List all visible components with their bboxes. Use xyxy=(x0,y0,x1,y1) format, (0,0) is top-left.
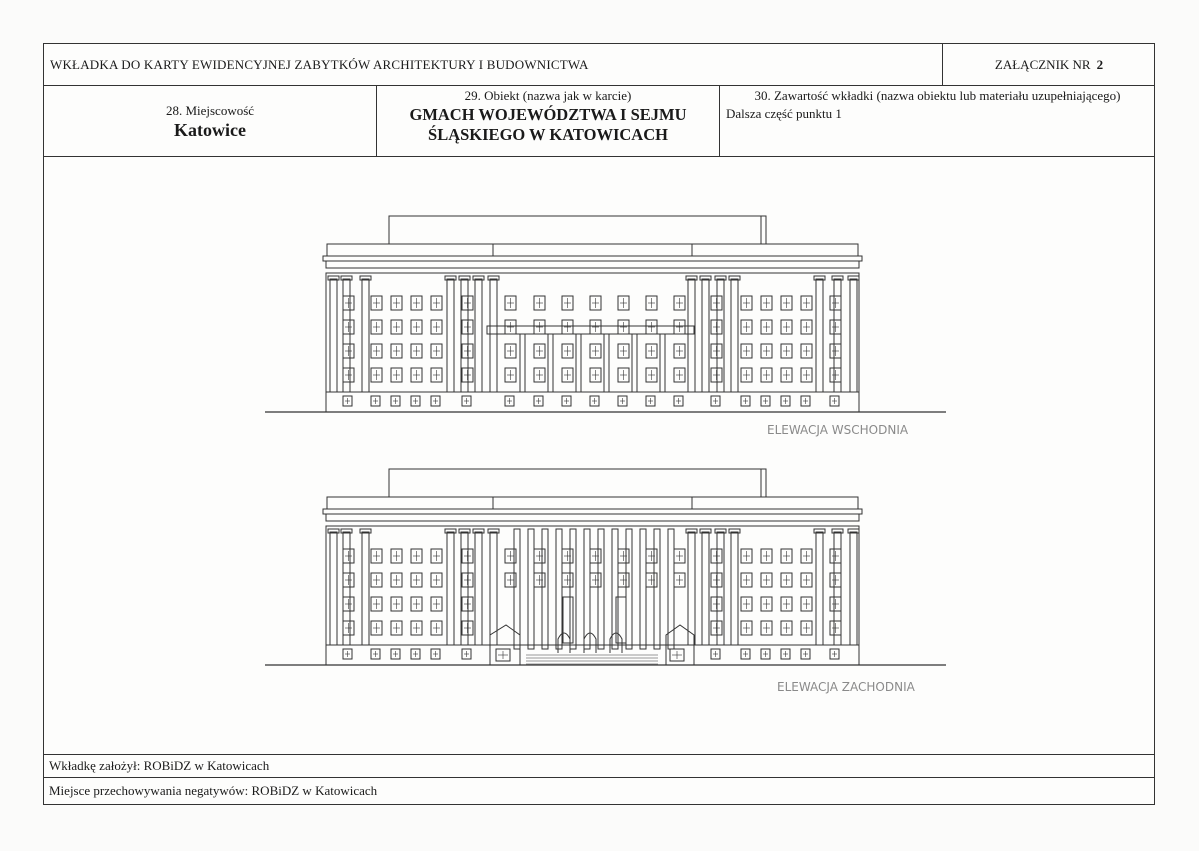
pilaster xyxy=(688,532,695,645)
content-value: Dalsza część punktu 1 xyxy=(726,106,842,121)
facade-wall xyxy=(326,526,859,665)
object-value-line1: GMACH WOJEWÓDZTWA I SEJMU xyxy=(409,105,687,124)
pilaster xyxy=(362,532,369,645)
pilaster xyxy=(447,532,454,645)
cornice xyxy=(323,509,862,514)
west-elevation-label: ELEWACJA ZACHODNIA xyxy=(777,680,915,694)
pilaster xyxy=(447,279,454,392)
fields-row xyxy=(44,86,1154,157)
pilaster xyxy=(731,279,738,392)
negatives-location-row: Miejsce przechowywania negatywów: ROBiDZ w Katowicach xyxy=(49,783,378,798)
cornice-band xyxy=(326,261,859,268)
content-cell xyxy=(720,86,1155,156)
pilaster xyxy=(490,532,497,645)
colonnade-column xyxy=(528,529,534,649)
roof-block xyxy=(389,216,766,244)
attachment-label: ZAŁĄCZNIK NR xyxy=(994,57,1091,72)
founded-by-row: Wkładkę założył: ROBiDZ w Katowicach xyxy=(44,754,1154,778)
roof-block xyxy=(389,469,766,497)
object-cell xyxy=(377,86,720,156)
document-title: WKŁADKA DO KARTY EWIDENCYJNEJ ZABYTKÓW ARCHITEKTURY I BUDOWNICTWA xyxy=(50,57,589,72)
portico-column xyxy=(604,334,609,392)
pilaster xyxy=(702,279,709,392)
pilaster xyxy=(850,279,857,392)
header-row xyxy=(44,44,1154,86)
pilaster xyxy=(362,279,369,392)
colonnade-column xyxy=(556,529,562,649)
drawing-area xyxy=(44,157,1154,754)
pilaster xyxy=(702,532,709,645)
object-value-line2: ŚLĄSKIEGO W KATOWICACH xyxy=(428,125,668,144)
colonnade-column xyxy=(598,529,604,649)
pilaster xyxy=(731,532,738,645)
pilaster xyxy=(816,279,823,392)
portico-column xyxy=(576,334,581,392)
pilaster xyxy=(490,279,497,392)
locality-value: Katowice xyxy=(174,120,246,140)
facade-wall xyxy=(326,273,859,412)
portico-column xyxy=(548,334,553,392)
pilaster xyxy=(475,279,482,392)
attachment-cell xyxy=(942,44,1155,85)
attachment-number: 2 xyxy=(1096,57,1104,72)
east-elevation-label: ELEWACJA WSCHODNIA xyxy=(767,423,909,437)
cornice-band xyxy=(326,514,859,521)
colonnade-column xyxy=(626,529,632,649)
pilaster xyxy=(850,532,857,645)
colonnade-column xyxy=(654,529,660,649)
content-label: 30. Zawartość wkładki (nazwa obiektu lub materiału uzupełniającego) xyxy=(754,88,1121,103)
elevations-drawing xyxy=(44,157,1154,754)
pilaster xyxy=(330,279,337,392)
portico-column xyxy=(632,334,637,392)
locality-label: 28. Miejscowość xyxy=(165,103,255,118)
locality-cell xyxy=(44,86,377,156)
pilaster xyxy=(688,279,695,392)
colonnade-column xyxy=(612,529,618,649)
pilaster xyxy=(816,532,823,645)
roof-block-left xyxy=(327,244,493,256)
pilaster xyxy=(330,532,337,645)
portico-column xyxy=(520,334,525,392)
portico-column xyxy=(660,334,665,392)
roof-block-right xyxy=(692,244,858,256)
object-label: 29. Obiekt (nazwa jak w karcie) xyxy=(464,88,632,103)
colonnade-column xyxy=(640,529,646,649)
colonnade-column xyxy=(584,529,590,649)
record-sheet xyxy=(43,43,1155,805)
colonnade-column xyxy=(542,529,548,649)
cornice xyxy=(323,256,862,261)
roof-block-right xyxy=(692,497,858,509)
roof-block-left xyxy=(327,497,493,509)
pilaster xyxy=(475,532,482,645)
